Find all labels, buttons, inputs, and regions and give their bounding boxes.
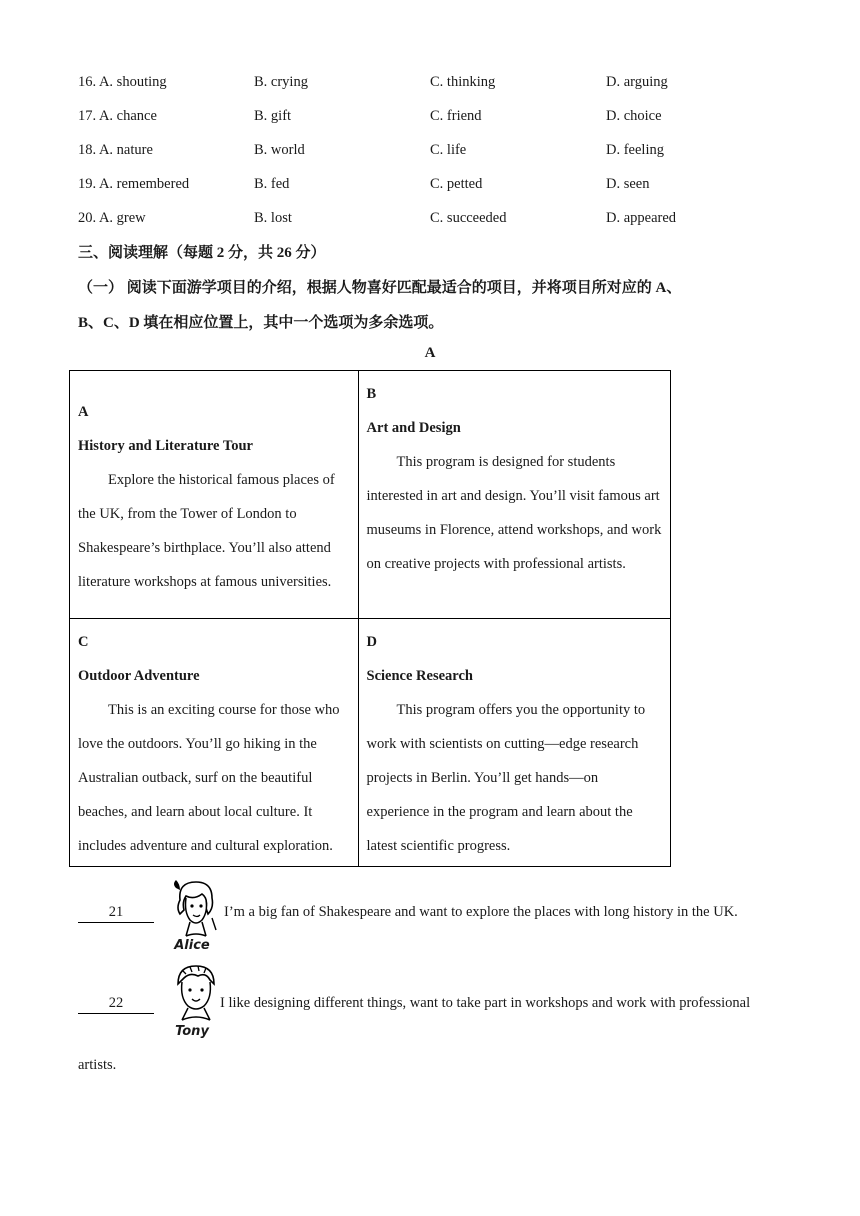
instruction-line-1: （一） 阅读下面游学项目的介绍，根据人物喜好匹配最适合的项目，并将项目所对应的 A、 [78, 280, 682, 296]
program-title: History and Literature Tour [78, 438, 253, 454]
program-description: Explore the historical famous places of the UK, from the Tower of London to Shakespeare’s birthplace. You’ll also attend literature workshops at famous universities. [78, 472, 335, 590]
program-title: Science Research [366, 668, 473, 684]
option-16-b: B. crying [254, 74, 308, 90]
program-letter: D [366, 634, 378, 650]
option-20-c: C. succeeded [430, 210, 507, 226]
option-17-b: B. gift [254, 108, 292, 124]
option-row-17 [78, 108, 798, 128]
program-letter: B [366, 386, 377, 402]
answer-blank-21[interactable] [78, 903, 154, 923]
person-name: Alice [174, 938, 210, 953]
program-cell-d [358, 619, 670, 867]
program-description: This program offers you the opportunity to work with scientists on cutting—edge research projects in Berlin. You’ll get hands—on experience in the program and learn about the latest scientific progress. [366, 702, 646, 854]
option-row-16 [78, 74, 798, 94]
answer-blank-22[interactable] [78, 994, 154, 1014]
program-cell-a [70, 371, 359, 619]
option-19-c: C. petted [430, 176, 483, 192]
program-letter: C [78, 634, 89, 650]
program-description: This program is designed for students interested in art and design. You’ll visit famous art museums in Florence, attend workshops, and work on creative projects with professional artists. [366, 454, 662, 572]
instruction-line-2: B、C、D 填在相应位置上，其中一个选项为多余选项。 [78, 315, 444, 331]
option-20-b: B. lost [254, 210, 292, 226]
option-16-c: C. thinking [430, 74, 496, 90]
program-cell-c [70, 619, 359, 867]
person-name: Tony [175, 1024, 209, 1039]
option-19-b: B. fed [254, 176, 290, 192]
option-16-d: D. arguing [606, 74, 668, 90]
program-cell-b [358, 371, 670, 619]
option-18-c: C. life [430, 142, 467, 158]
tony-statement-line-1: I like designing different things, want to take part in workshops and work with professional [220, 995, 751, 1011]
option-18-b: B. world [254, 142, 305, 158]
section-title: 三、阅读理解（每题 2 分，共 26 分） [78, 245, 326, 261]
tony-statement-line-2: artists. [78, 1057, 117, 1073]
option-20-a: 20. A. grew [78, 210, 146, 226]
option-18-d: D. feeling [606, 142, 664, 158]
passage-label: A [424, 345, 436, 361]
option-19-a: 19. A. remembered [78, 176, 190, 192]
option-row-18 [78, 142, 798, 162]
program-table [69, 370, 671, 867]
program-letter: A [78, 404, 89, 420]
tony-portrait [168, 962, 222, 1042]
program-title: Outdoor Adventure [78, 668, 200, 684]
girl-face-icon [168, 878, 222, 940]
option-18-a: 18. A. nature [78, 142, 153, 158]
option-20-d: D. appeared [606, 210, 677, 226]
alice-statement: I’m a big fan of Shakespeare and want to explore the places with long history in the UK. [224, 904, 738, 920]
option-16-a: 16. A. shouting [78, 74, 167, 90]
option-row-19 [78, 176, 798, 196]
blank-number: 22 [108, 995, 124, 1011]
blank-number: 21 [108, 904, 124, 920]
boy-face-icon [168, 962, 222, 1024]
program-title: Art and Design [366, 420, 461, 436]
option-row-20 [78, 210, 798, 230]
option-17-c: C. friend [430, 108, 482, 124]
option-17-d: D. choice [606, 108, 662, 124]
option-19-d: D. seen [606, 176, 650, 192]
program-description: This is an exciting course for those who love the outdoors. You’ll go hiking in the Australian outback, surf on the beautiful beaches, and learn about local culture. It includes adventure and cultural exploration. [78, 702, 340, 854]
alice-portrait [168, 878, 222, 958]
option-17-a: 17. A. chance [78, 108, 157, 124]
